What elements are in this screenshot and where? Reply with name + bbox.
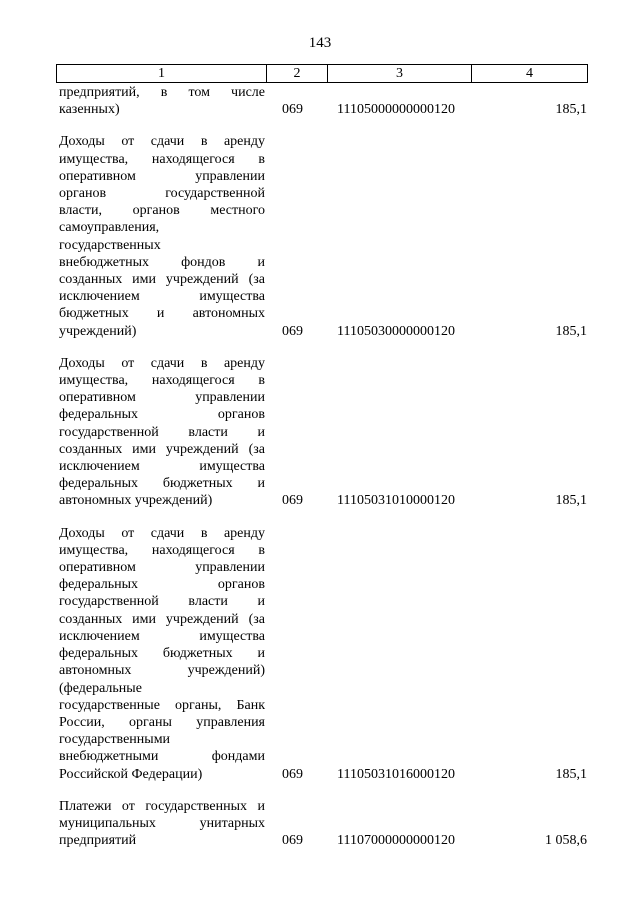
- description-line: автономных учреждений): [59, 663, 265, 679]
- description-line: созданных ими учреждений (за: [59, 441, 265, 457]
- description-line: бюджетных и автономных: [59, 306, 265, 322]
- description-line: имущества, находящегося в: [59, 373, 265, 389]
- description-line: Российской Федерации): [59, 766, 203, 782]
- column-header-4: 4: [472, 65, 588, 83]
- income-description: [56, 133, 265, 339]
- description-line: государственные органы, Банк: [59, 697, 265, 713]
- column-header-table: [56, 64, 588, 83]
- income-description: [56, 84, 265, 118]
- budget-classification-code: 11107000000000120: [337, 833, 455, 849]
- description-line: предприятий, в том числе: [59, 85, 265, 100]
- description-line: федеральных органов: [59, 577, 265, 593]
- amount: 1 058,6: [545, 833, 587, 849]
- budget-classification-code: 11105031016000120: [337, 766, 455, 782]
- description-line: Доходы от сдачи в аренду: [59, 525, 265, 541]
- description-line: внебюджетными фондами: [59, 749, 265, 765]
- admin-code: 069: [282, 102, 303, 118]
- description-line: России, органы управления: [59, 714, 265, 730]
- column-header-2: 2: [267, 65, 328, 83]
- column-header-1: 1: [57, 65, 267, 83]
- admin-code: 069: [282, 833, 303, 849]
- description-line: муниципальных унитарных: [59, 815, 265, 831]
- description-line: имущества, находящегося в: [59, 542, 265, 558]
- admin-code: 069: [282, 493, 303, 509]
- column-header-3: 3: [328, 65, 472, 83]
- description-line: учреждений): [59, 323, 137, 339]
- description-line: оперативном управлении: [59, 560, 265, 576]
- description-line: федеральных бюджетных и: [59, 646, 265, 662]
- description-line: государственной власти и: [59, 594, 265, 610]
- table-row: [56, 84, 587, 118]
- description-line: автономных учреждений): [59, 493, 213, 509]
- description-line: федеральных органов: [59, 407, 265, 423]
- description-line: государственными: [59, 732, 171, 748]
- admin-code: 069: [282, 766, 303, 782]
- description-line: исключением имущества: [59, 289, 265, 305]
- description-line: государственных: [59, 237, 161, 253]
- description-line: казенных): [59, 102, 120, 118]
- income-description: [56, 798, 265, 850]
- description-line: исключением имущества: [59, 459, 265, 475]
- description-line: государственной власти и: [59, 424, 265, 440]
- description-line: Доходы от сдачи в аренду: [59, 355, 265, 371]
- table-body: [56, 84, 587, 864]
- budget-classification-code: 11105030000000120: [337, 323, 455, 339]
- description-line: власти, органов местного: [59, 203, 265, 219]
- description-line: оперативном управлении: [59, 390, 265, 406]
- amount: 185,1: [555, 493, 587, 509]
- admin-code: 069: [282, 323, 303, 339]
- page-number: 143: [308, 35, 332, 51]
- budget-classification-code: 11105031010000120: [337, 493, 455, 509]
- amount: 185,1: [555, 102, 587, 118]
- description-line: оперативном управлении: [59, 168, 265, 184]
- description-line: предприятий: [59, 833, 137, 849]
- budget-classification-code: 11105000000000120: [337, 102, 455, 118]
- table-row: [56, 133, 587, 339]
- description-line: органов государственной: [59, 186, 265, 202]
- income-description: [56, 355, 265, 510]
- description-line: самоуправления,: [59, 220, 160, 236]
- description-line: созданных ими учреждений (за: [59, 272, 265, 288]
- description-line: Доходы от сдачи в аренду: [59, 134, 265, 150]
- description-line: Платежи от государственных и: [59, 798, 265, 814]
- description-line: (федеральные: [59, 680, 142, 696]
- amount: 185,1: [555, 766, 587, 782]
- table-row: [56, 525, 587, 783]
- income-description: [56, 525, 265, 783]
- column-header-row: [57, 65, 588, 83]
- table-row: [56, 355, 587, 510]
- amount: 185,1: [555, 323, 587, 339]
- description-line: внебюджетных фондов и: [59, 254, 265, 270]
- table-row: [56, 798, 587, 850]
- description-line: имущества, находящегося в: [59, 151, 265, 167]
- description-line: федеральных бюджетных и: [59, 476, 265, 492]
- description-line: созданных ими учреждений (за: [59, 611, 265, 627]
- description-line: исключением имущества: [59, 628, 265, 644]
